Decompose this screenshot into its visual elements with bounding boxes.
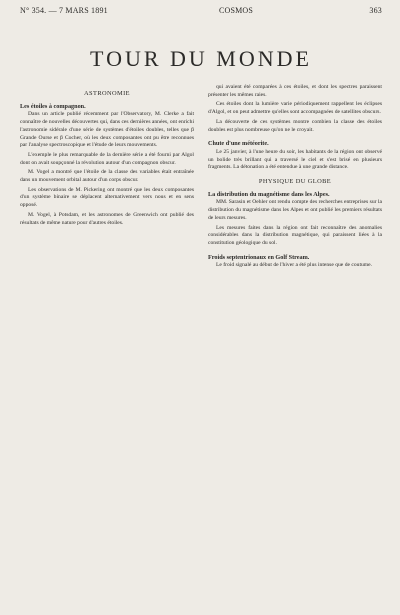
journal-name: COSMOS: [218, 6, 254, 15]
issue-date: N° 354. — 7 MARS 1891: [20, 6, 108, 15]
paragraph: MM. Sarasin et Oehler ont rendu compte des recherches entreprises sur la distribution du magnétisme dans les Alpes et ont publié les premiers résultats de leurs mesures.: [208, 199, 382, 221]
article-subhead: Froids septentrionaux en Golf Stream.: [208, 253, 310, 261]
paragraph: Le froid signalé au début de l'hiver a été plus intense que de coutume.: [216, 262, 373, 269]
rubric-physique-du-globe: PHYSIQUE DU GLOBE: [258, 178, 332, 186]
paragraph: Dans un article publié récemment par l'Observatory, M. Clerke a fait connaître de nouvelles découvertes qui, dans ces dernières années, ont enrichi l'astronomie sidérale d'une série de systèmes d'étoiles doubles, telles que β Grande Ourse et β Cocher, où les deux composantes ont pu être reconnues par l'analyse spectroscopique et l'étude de leurs mouvements.: [20, 111, 194, 149]
paragraph: La découverte de ces systèmes montre combien la classe des étoiles doubles est plus nombreuse qu'on ne le croyait.: [208, 118, 382, 133]
paragraph: Les mesures faites dans la région ont fait reconnaître des anomalies considérables dans la distribution magnétique, qui paraissent liées à la constitution géologique du sol.: [208, 224, 382, 246]
article-subhead: Les étoiles à compagnon.: [20, 102, 86, 110]
article-columns: [20, 84, 382, 272]
page-number: 363: [369, 6, 382, 15]
paragraph: Les observations de M. Pickering ont montré que les deux composantes d'un système binaire se déplacent alternativement vers nous et en sens opposé.: [20, 186, 194, 209]
paragraph: Le 25 janvier, à l'une heure du soir, les habitants de la région ont observé un bolide très brillant qui a traversé le ciel et s'est brisé en plusieurs fragments. La détonation a été entendue à une grande distance.: [208, 148, 382, 171]
left-column: [20, 84, 194, 272]
rubric-astronomie: ASTRONOMIE: [84, 90, 130, 97]
running-header: [20, 6, 382, 18]
paragraph: M. Vogel a montré que l'étoile de la classe des variables était entraînée dans un mouvement orbital autour d'un corps obscur.: [20, 169, 194, 184]
section-title: TOUR DU MONDE: [90, 46, 312, 71]
paragraph: L'exemple le plus remarquable de la dernière série a été fourni par Algol dont on avait soupçonné la révolution autour d'un compagnon obscur.: [20, 151, 194, 166]
paragraph: Ces étoiles dont la lumière varie périodiquement rappellent les éclipses d'Algol, et on peut admettre qu'elles sont accompagnées de satellites obscurs.: [208, 101, 382, 116]
article-subhead: Chute d'une météorite.: [208, 140, 269, 148]
paragraph: qui avaient été comparées à ces étoiles, et dont les spectres paraissent présenter les mêmes raies.: [208, 84, 382, 98]
paragraph: M. Vogel, à Potsdam, et les astronomes de Greenwich ont publié des résultats de même nature pour d'autres étoiles.: [20, 211, 194, 226]
right-column: [208, 84, 382, 272]
article-subhead: La distribution du magnétisme dans les Alpes.: [208, 190, 330, 198]
